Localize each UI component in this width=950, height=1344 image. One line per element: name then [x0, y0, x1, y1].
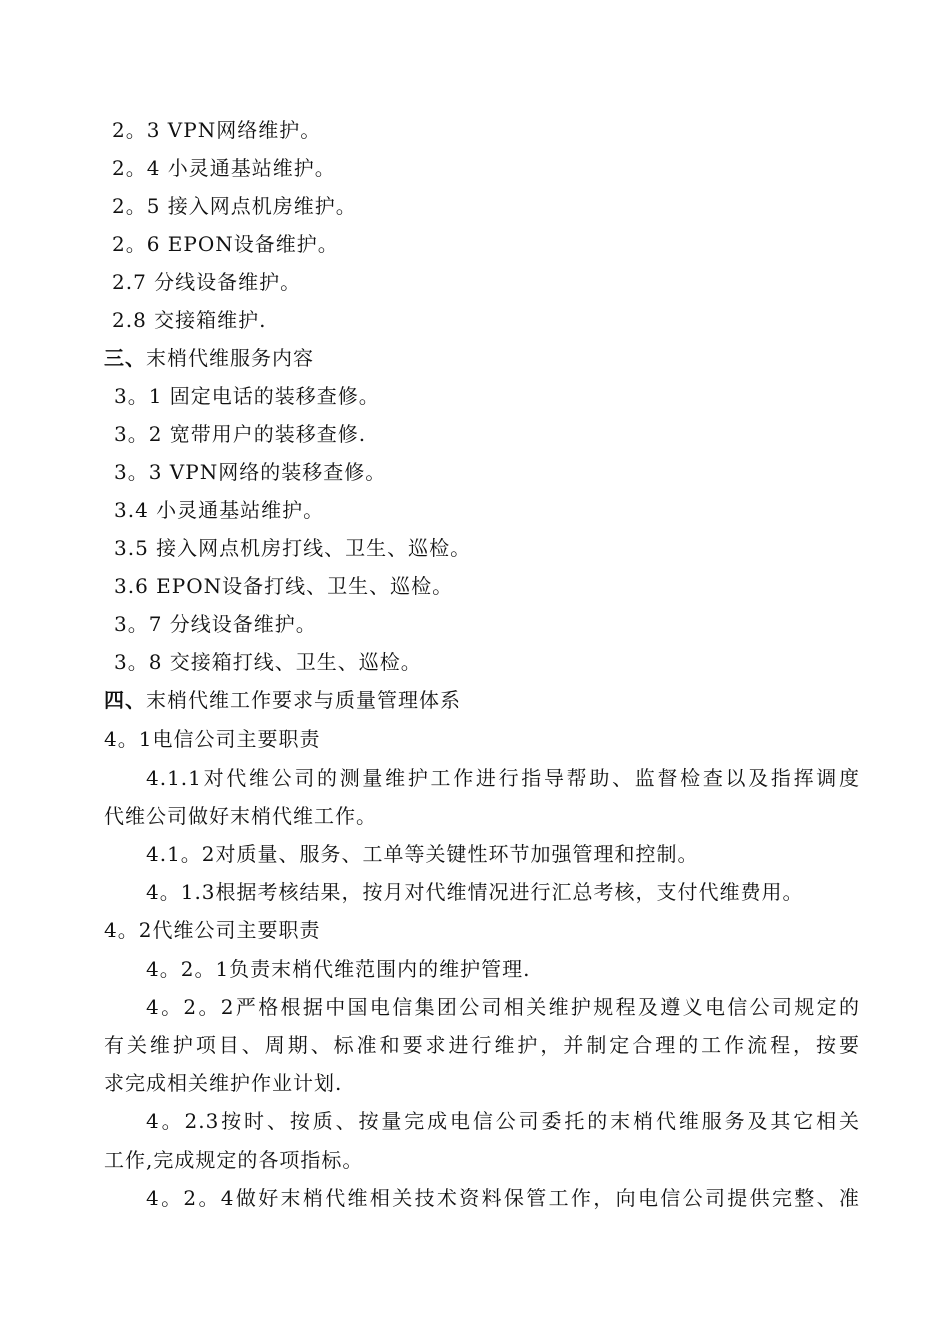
- paragraph-4-2-4-line-1: 4。2。4做好末梢代维相关技术资料保管工作，向电信公司提供完整、准: [146, 1186, 860, 1210]
- subsection-4-2-title: 4。2代维公司主要职责: [104, 918, 321, 942]
- item-3-5: 3.5 接入网点机房打线、卫生、巡检。: [114, 536, 472, 560]
- paragraph-4-2-2-line-1: 4。2。2严格根据中国电信集团公司相关维护规程及遵义电信公司规定的: [146, 995, 860, 1019]
- item-2-4: 2。4 小灵通基站维护。: [112, 156, 336, 180]
- item-3-2: 3。2 宽带用户的装移查修.: [114, 422, 367, 446]
- paragraph-4-1-1-line-2: 代维公司做好末梢代维工作。: [104, 804, 377, 828]
- item-3-7: 3。7 分线设备维护。: [114, 612, 317, 636]
- paragraph-4-2-2-line-2: 有关维护项目、周期、标准和要求进行维护，并制定合理的工作流程，按要: [104, 1033, 860, 1057]
- item-2-6: 2。6 EPON设备维护。: [112, 232, 339, 256]
- item-3-3: 3。3 VPN网络的装移查修。: [114, 460, 387, 484]
- item-2-7: 2.7 分线设备维护。: [112, 270, 302, 294]
- item-3-1: 3。1 固定电话的装移查修。: [114, 384, 380, 408]
- section-3-heading: [104, 346, 314, 370]
- item-3-4: 3.4 小灵通基站维护。: [114, 498, 325, 522]
- paragraph-4-1-2: 4.1。2对质量、服务、工单等关键性环节加强管理和控制。: [146, 842, 699, 866]
- section-4-number: 四、: [104, 688, 146, 712]
- section-3-number: 三、: [104, 346, 146, 370]
- item-2-5: 2。5 接入网点机房维护。: [112, 194, 357, 218]
- section-4-heading: [104, 688, 461, 712]
- paragraph-4-1-1-line-1: 4.1.1对代维公司的测量维护工作进行指导帮助、监督检查以及指挥调度: [146, 766, 860, 790]
- item-3-8: 3。8 交接箱打线、卫生、巡检。: [114, 650, 422, 674]
- section-4-title: 末梢代维工作要求与质量管理体系: [146, 688, 461, 712]
- paragraph-4-2-3-line-2: 工作,完成规定的各项指标。: [104, 1148, 364, 1172]
- item-2-3: 2。3 VPN网络维护。: [112, 118, 322, 142]
- paragraph-4-1-3: 4。1.3根据考核结果，按月对代维情况进行汇总考核，支付代维费用。: [146, 880, 804, 904]
- item-2-8: 2.8 交接箱维护.: [112, 308, 267, 332]
- subsection-4-1-title: 4。1电信公司主要职责: [104, 727, 321, 751]
- item-3-6: 3.6 EPON设备打线、卫生、巡检。: [114, 574, 454, 598]
- section-3-title: 末梢代维服务内容: [146, 346, 314, 370]
- paragraph-4-2-1: 4。2。1负责末梢代维范围内的维护管理.: [146, 957, 531, 981]
- paragraph-4-2-2-line-3: 求完成相关维护作业计划.: [104, 1071, 343, 1095]
- paragraph-4-2-3-line-1: 4。2.3按时、按质、按量完成电信公司委托的末梢代维服务及其它相关: [146, 1109, 860, 1133]
